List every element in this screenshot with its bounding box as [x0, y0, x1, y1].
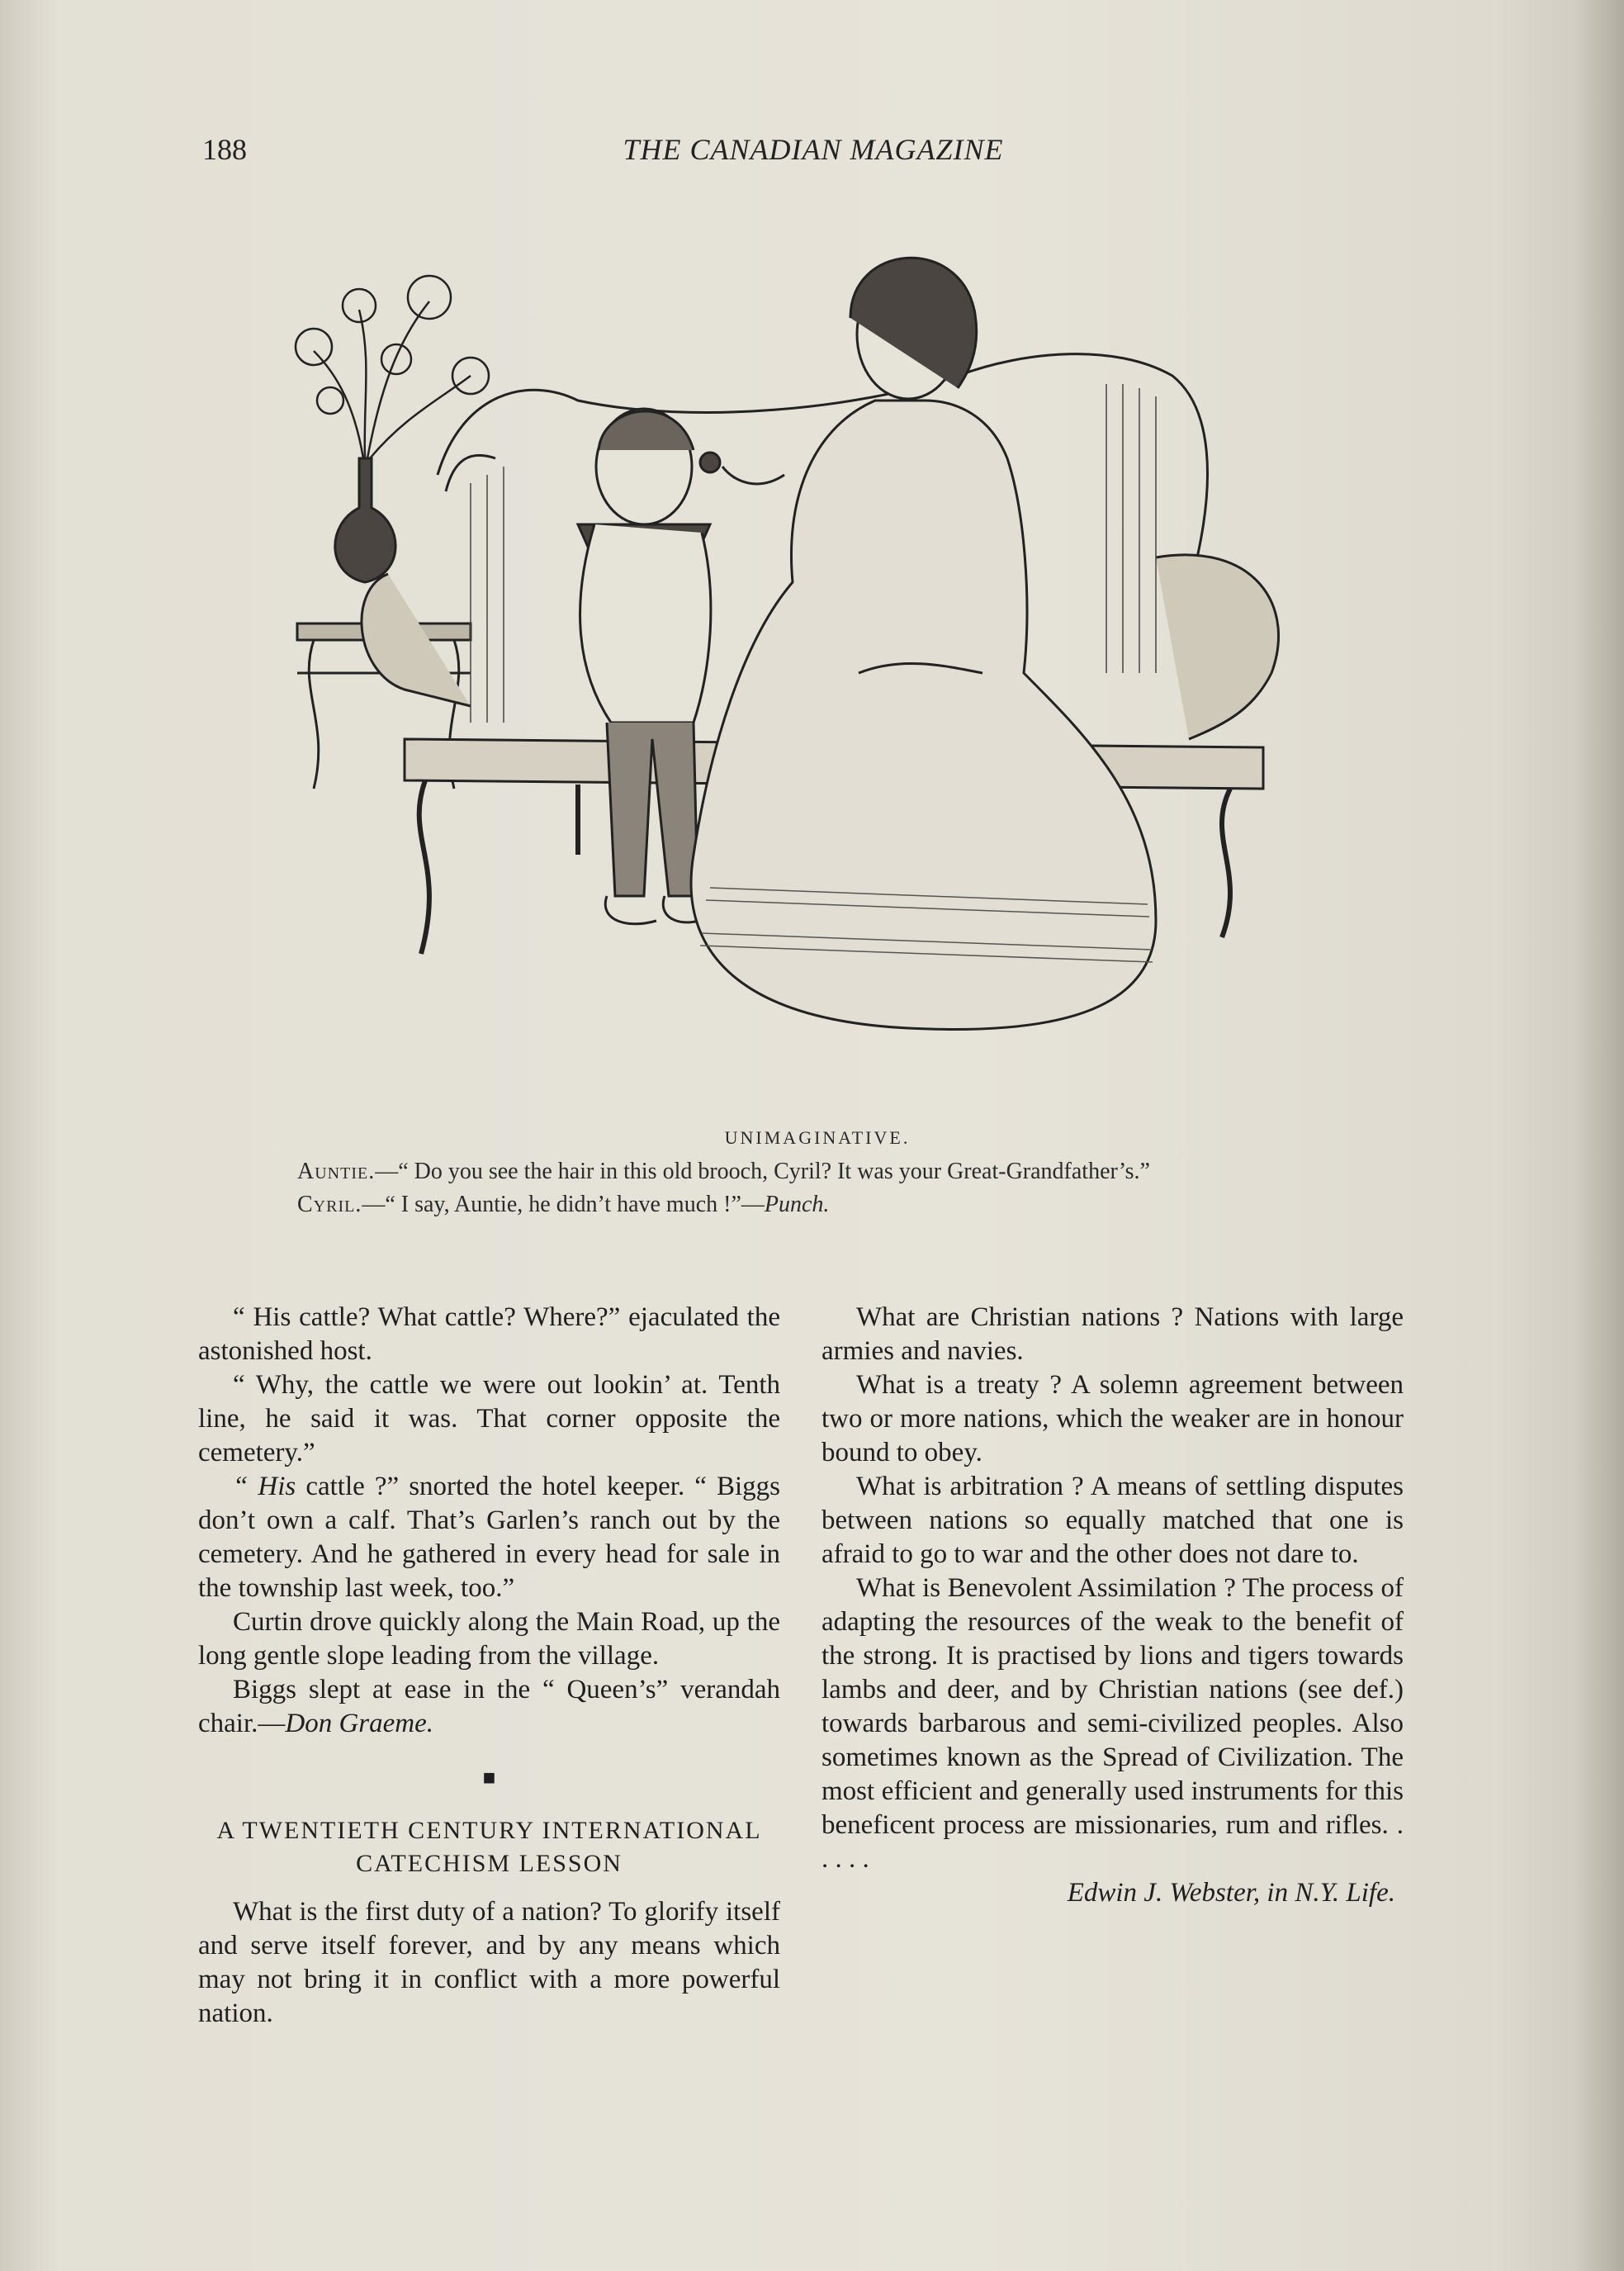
- left-column: [198, 1301, 780, 2031]
- section-heading: A TWENTIETH CENTURY INTERNATIONAL CATECHISM LESSON: [216, 1817, 762, 1877]
- caption-text-auntie: —“ Do you see the hair in this old brooch, Cyril? It was your Great-Grandfather’s.”: [375, 1159, 1150, 1184]
- illustration-caption: [239, 1127, 1395, 1221]
- right-column: [821, 1301, 1404, 1910]
- page-number: 188: [202, 133, 247, 166]
- paragraph: [198, 1470, 780, 1605]
- paragraph: “ Why, the cattle we were out lookin’ at. Tenth line, he said it was. That corner opposite the cemetery.”: [198, 1370, 780, 1467]
- caption-text-cyril: —“ I say, Auntie, he didn’t have much !”—: [362, 1192, 765, 1217]
- paragraph-text: cattle ?” snorted the hotel keeper. “ Biggs don’t own a calf. That’s Garlen’s ranch out by the cemetery. And he gathered in every head for sale in the township last week, too.”: [198, 1472, 780, 1603]
- author-signature: Edwin J. Webster, in N.Y. Life.: [1067, 1878, 1395, 1908]
- paragraph: What is Benevolent Assimilation ? The process of adapting the resources of the weak to the benefit of the strong. It is practised by lions and tigers towards lambs and deer, and by Christian nations (see def.) towards barbarous and semi-civilized peoples. Also sometimes known as the Spread of Civilization. The most efficient and generally used instruments for this beneficent process are missionaries, rum and rifles. . . . . .: [821, 1573, 1404, 1874]
- illustration-woman-boy-sofa: [281, 211, 1371, 1094]
- running-title: THE CANADIAN MAGAZINE: [623, 133, 1004, 166]
- paragraph: Curtin drove quickly along the Main Road, up the long gentle slope leading from the village.: [198, 1607, 780, 1671]
- paragraph-text: Biggs slept at ease in the “ Queen’s” verandah chair.—: [198, 1675, 780, 1738]
- caption-title: UNIMAGINATIVE.: [724, 1127, 911, 1148]
- caption-source: Punch.: [764, 1192, 830, 1217]
- paragraph: [198, 1673, 780, 1741]
- author-signature: Don Graeme.: [285, 1709, 434, 1738]
- caption-speaker-cyril: Cyril.: [297, 1192, 362, 1217]
- caption-speaker-auntie: Auntie.: [297, 1159, 376, 1184]
- paragraph: “ His cattle? What cattle? Where?” ejaculated the astonished host.: [198, 1302, 780, 1366]
- paragraph: What is the first duty of a nation? To glorify itself and serve itself forever, and by any means which may not bring it in conflict with a more powerful nation.: [198, 1897, 780, 2028]
- paragraph: What is arbitration ? A means of settling disputes between nations so equally matched that one is afraid to go to war and the other does not dare to.: [821, 1472, 1404, 1569]
- section-divider-mark: ■: [482, 1766, 496, 1790]
- page-header: [202, 132, 1424, 173]
- caption-line-cyril: [239, 1188, 1395, 1221]
- page-gutter-shadow: [1574, 0, 1624, 2271]
- emphasis-his: “ His: [233, 1472, 296, 1501]
- paragraph: What are Christian nations ? Nations with large armies and navies.: [821, 1302, 1404, 1366]
- caption-line-auntie: [239, 1155, 1395, 1188]
- paragraph: What is a treaty ? A solemn agreement between two or more nations, which the weaker are in honour bound to obey.: [821, 1370, 1404, 1467]
